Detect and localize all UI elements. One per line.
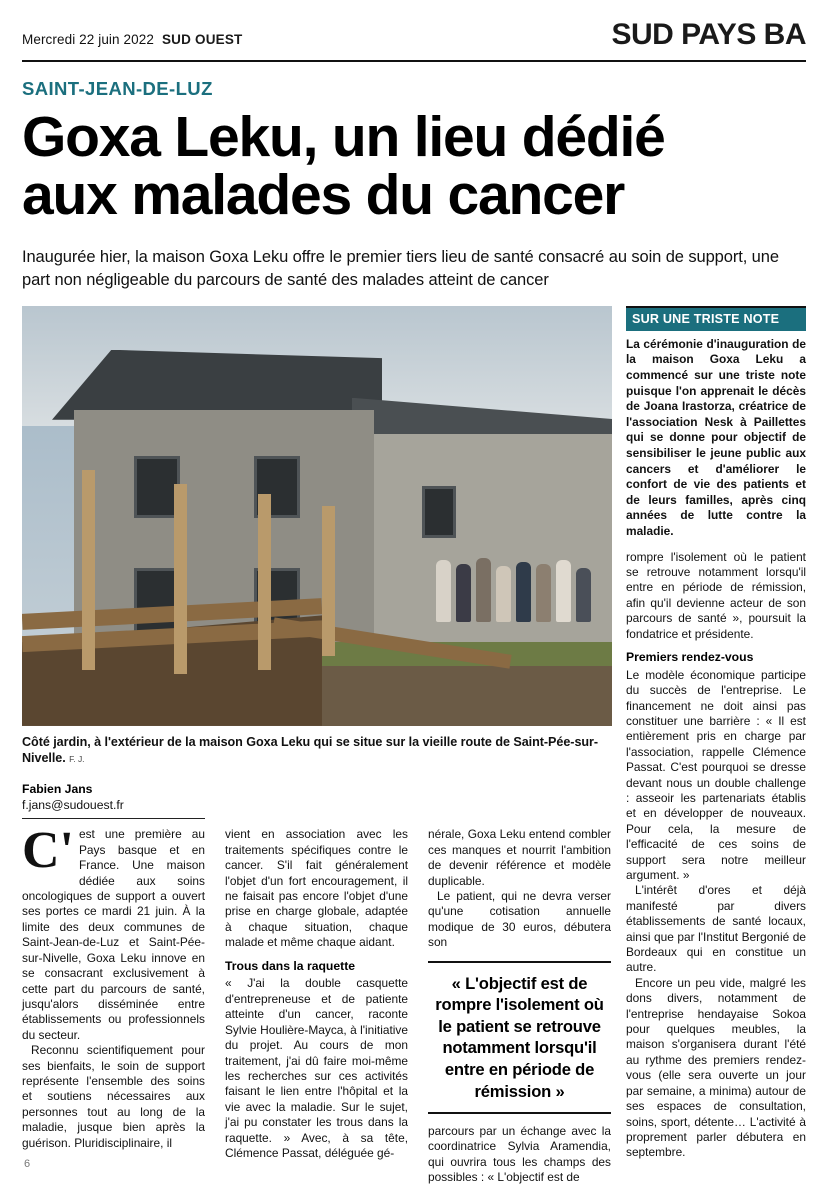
sidebar-column <box>626 306 806 1186</box>
photo-fence-post <box>82 470 95 670</box>
text-columns <box>22 822 612 1185</box>
photo-person <box>476 558 491 622</box>
page-title <box>22 105 806 228</box>
photo-person <box>516 562 531 622</box>
sidebar-box-text: La cérémonie d'inauguration de la maison Goxa Leku a commencé sur une triste note puisque l'on apprenait le décès de Joana Irastorza, créatrice de l'association Nesk à Paillettes qui se donne pour objectif de sensibiliser le jeune public aux cancers et d'améliorer le confort de vie des patients et de leurs familles, après cinq années de lutte contre la maladie. <box>626 336 806 538</box>
photo-caption-text: Côté jardin, à l'extérieur de la maison Goxa Leku qui se situe sur la vieille route de Saint-Pée-sur-Nivelle. <box>22 734 599 766</box>
text-column-2 <box>225 827 408 1185</box>
article-body <box>22 306 806 1186</box>
photo-crowd <box>432 536 602 622</box>
photo-person <box>496 566 511 622</box>
text-column-3 <box>428 827 611 1185</box>
photo-person <box>556 560 571 622</box>
byline-email[interactable]: f.jans@sudouest.fr <box>22 797 124 812</box>
paragraph: nérale, Goxa Leku entend combler ces manques et nourrit l'ambition de devenir référence et modèle duplicable. <box>428 827 611 888</box>
photo-window <box>422 486 456 538</box>
paragraph: Le modèle économique participe du succès de l'entreprise. Le financement ne doit ainsi pas constituer une barrière : « Il est entièrement pris en charge par l'association, rappelle Clémence Passat. C'est pourquoi se dresse devant nous un double challenge : asseoir les partenariats établis et en développer de nouveaux. Pour cela, la mesure de l'efficacité de ces soins de support sera notre meilleur argument. » <box>626 667 806 883</box>
photo-fence-post <box>174 484 187 674</box>
photo-fence-post <box>322 506 335 656</box>
paragraph: « J'ai la double casquette d'entrepreneuse et de patiente atteinte d'un cancer, raconte Sylvie Houlière-Mayca, à l'initiative du projet. Au cours de mon traitement, j'ai dû faire moi-même les recherches sur ces activités faisant le lien entre l'hôpital et la vie avec la maladie. Sur le sujet, j'ai pu constater les trous dans la raquette. » Avec, à sa tête, Clémence Passat, déléguée gé- <box>225 976 408 1160</box>
article-photo <box>22 306 612 726</box>
masthead-left <box>22 32 243 47</box>
paragraph: rompre l'isolement où le patient se retrouve notamment lorsqu'il entre en période de rémission, afin qu'il devienne acteur de son parcours de santé », poursuit la fondatrice et présidente. <box>626 549 806 641</box>
photo-person <box>456 564 471 622</box>
paragraph: Encore un peu vide, malgré les dons divers, notamment de l'entreprise hendayaise Sokoa pour quelques meubles, la maison s'organisera durant l'été au rythme des premiers rendez-vous (elle sera ouverte un jour par semaine, a minima) autour de ses espaces de consultation, soins, sport, détente… L'activité à proprement parler débutera en septembre. <box>626 975 806 1160</box>
paragraph: Reconnu scientifiquement pour ses bienfaits, le soin de support représente l'ensemble des soins et soutiens nécessaires aux personnes tout au long de la maladie, jusque bien après la guérison. Pluridisciplinaire, il <box>22 1043 205 1150</box>
paragraph: C'est une première au Pays basque et en France. Une maison dédiée aux soins oncologiques de support a ouvert ses portes ce mardi 21 juin. À la limite des deux communes de Saint-Jean-de-Luz et Saint-Pée-sur-Nivelle, Goxa Leku innove en se consacrant exclusivement à cette part du parcours de santé, jusqu'alors disséminée entre établissements ou professionnels du secteur. <box>22 822 205 1042</box>
section-subhead: Premiers rendez-vous <box>626 649 754 664</box>
section-subhead: Trous dans la raquette <box>225 958 356 973</box>
photo-person <box>576 568 591 622</box>
byline-divider <box>22 818 205 819</box>
article-kicker: SAINT-JEAN-DE-LUZ <box>22 78 213 99</box>
headline-line-2: aux malades du cancer <box>22 163 625 228</box>
photo-caption <box>22 734 612 767</box>
paragraph: Le patient, qui ne devra verser qu'une cotisation annuelle modique de 30 euros, débutera son <box>428 889 611 950</box>
publication-brand: SUD OUEST <box>161 32 243 47</box>
photo-person <box>536 564 551 622</box>
byline <box>22 781 205 820</box>
headline-line-1: Goxa Leku, un lieu dédié <box>22 105 665 169</box>
photo-credit: F. J. <box>69 754 85 765</box>
paragraph: L'intérêt d'ores et déjà manifesté par divers établissements de santé locaux, ainsi que par l'Institut Bergonié de Bordeaux qui en constitue un autre. <box>626 883 806 975</box>
sidebar-body <box>626 550 806 1161</box>
byline-author: Fabien Jans <box>22 781 93 796</box>
page-number: 6 <box>24 1158 31 1170</box>
masthead <box>22 18 806 62</box>
main-column <box>22 306 612 1186</box>
article-standfirst: Inaugurée hier, la maison Goxa Leku offre le premier tiers lieu de santé consacré au soin de support, une part non négligeable du parcours de santé des malades atteint de cancer <box>22 248 779 290</box>
text-column-1 <box>22 822 205 1185</box>
paragraph: parcours par un échange avec la coordinatrice Sylvia Aramendia, qui ouvrira tous les champs des possibles : « L'objectif est de <box>428 1124 611 1185</box>
photo-person <box>436 560 451 622</box>
publication-date: Mercredi 22 juin 2022 <box>22 32 154 47</box>
edition-title: SUD PAYS BA <box>611 18 806 51</box>
paragraph: vient en association avec les traitements spécifiques contre le cancer. S'il fait généralement l'objet d'un fort encouragement, il ne faisait pas encore l'objet d'une prise en charge globale, adaptée à chaque situation, chaque malade et même chaque aidant. <box>225 827 408 950</box>
photo-fence-post <box>258 494 271 670</box>
pull-quote: « L'objectif est de rompre l'isolement où le patient se retrouve notamment lorsqu'il entre en période de rémission » <box>428 961 611 1114</box>
sidebar-header: SUR UNE TRISTE NOTE <box>626 306 806 331</box>
